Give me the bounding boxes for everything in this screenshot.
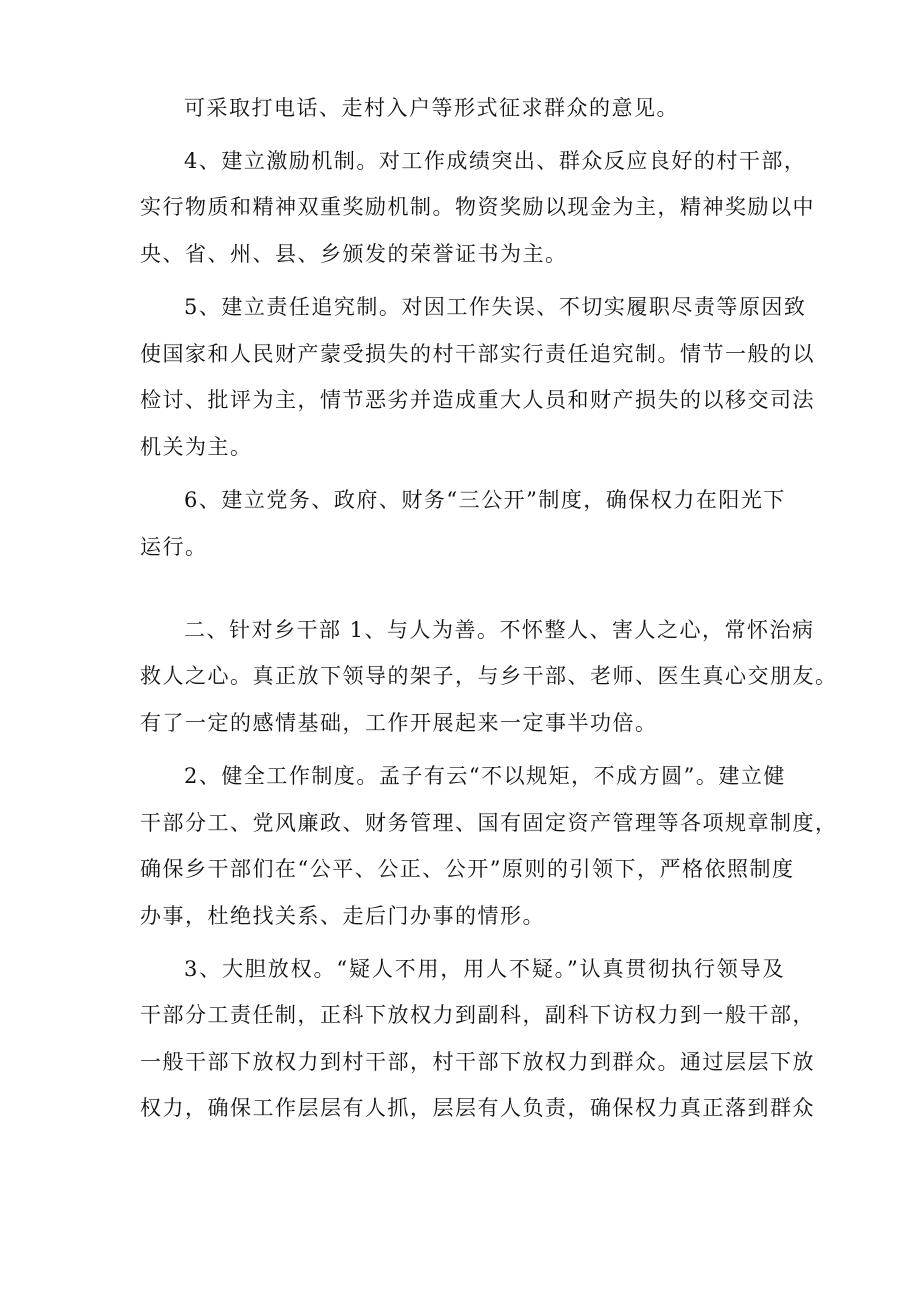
paragraph-line: 4、建立激励机制。对工作成绩突出、群众反应良好的村干部， bbox=[184, 149, 807, 173]
paragraph-line: 可采取打电话、走村入户等形式征求群众的意见。 bbox=[184, 96, 679, 120]
paragraph-line: 一般干部下放权力到村干部，村干部下放权力到群众。通过层层下放 bbox=[140, 1050, 815, 1074]
paragraph-line: 二、针对乡干部 1、与人为善。不怀整人、害人之心，常怀治病 bbox=[184, 618, 815, 642]
paragraph-line: 确保乡干部们在“公平、公正、公开”原则的引领下，严格依照制度 bbox=[140, 857, 795, 881]
paragraph-line: 干部分工责任制，正科下放权力到副科，副科下访权力到一般干部， bbox=[140, 1003, 815, 1027]
paragraph-line: 有了一定的感情基础，工作开展起来一定事半功倍。 bbox=[140, 711, 658, 735]
paragraph-line: 央、省、州、县、乡颁发的荣誉证书为主。 bbox=[140, 242, 568, 266]
paragraph-line: 办事，杜绝找关系、走后门办事的情形。 bbox=[140, 904, 545, 928]
paragraph-line: 检讨、批评为主，情节恶劣并造成重大人员和财产损失的以移交司法 bbox=[140, 388, 815, 412]
paragraph-line: 实行物质和精神双重奖励机制。物资奖励以现金为主，精神奖励以中 bbox=[140, 195, 815, 219]
paragraph-line: 干部分工、党风廉政、财务管理、国有固定资产管理等各项规章制度， bbox=[140, 811, 838, 835]
paragraph-line: 3、大胆放权。“疑人不用，用人不疑。”认真贯彻执行领导及 bbox=[184, 957, 785, 981]
paragraph-line: 救人之心。真正放下领导的架子，与乡干部、老师、医生真心交朋友。 bbox=[140, 664, 838, 688]
paragraph-line: 6、建立党务、政府、财务“三公开”制度，确保权力在阳光下 bbox=[184, 488, 786, 512]
paragraph-line: 运行。 bbox=[140, 535, 208, 559]
paragraph-line: 2、健全工作制度。孟子有云“不以规矩，不成方圆”。建立健 bbox=[184, 764, 786, 788]
paragraph-line: 权力，确保工作层层有人抓，层层有人负责，确保权力真正落到群众 bbox=[140, 1096, 815, 1120]
paragraph-line: 5、建立责任追究制。对因工作失误、不切实履职尽责等原因致 bbox=[184, 295, 807, 319]
paragraph-line: 机关为主。 bbox=[140, 435, 253, 459]
paragraph-line: 使国家和人民财产蒙受损失的村干部实行责任追究制。情节一般的以 bbox=[140, 342, 815, 366]
